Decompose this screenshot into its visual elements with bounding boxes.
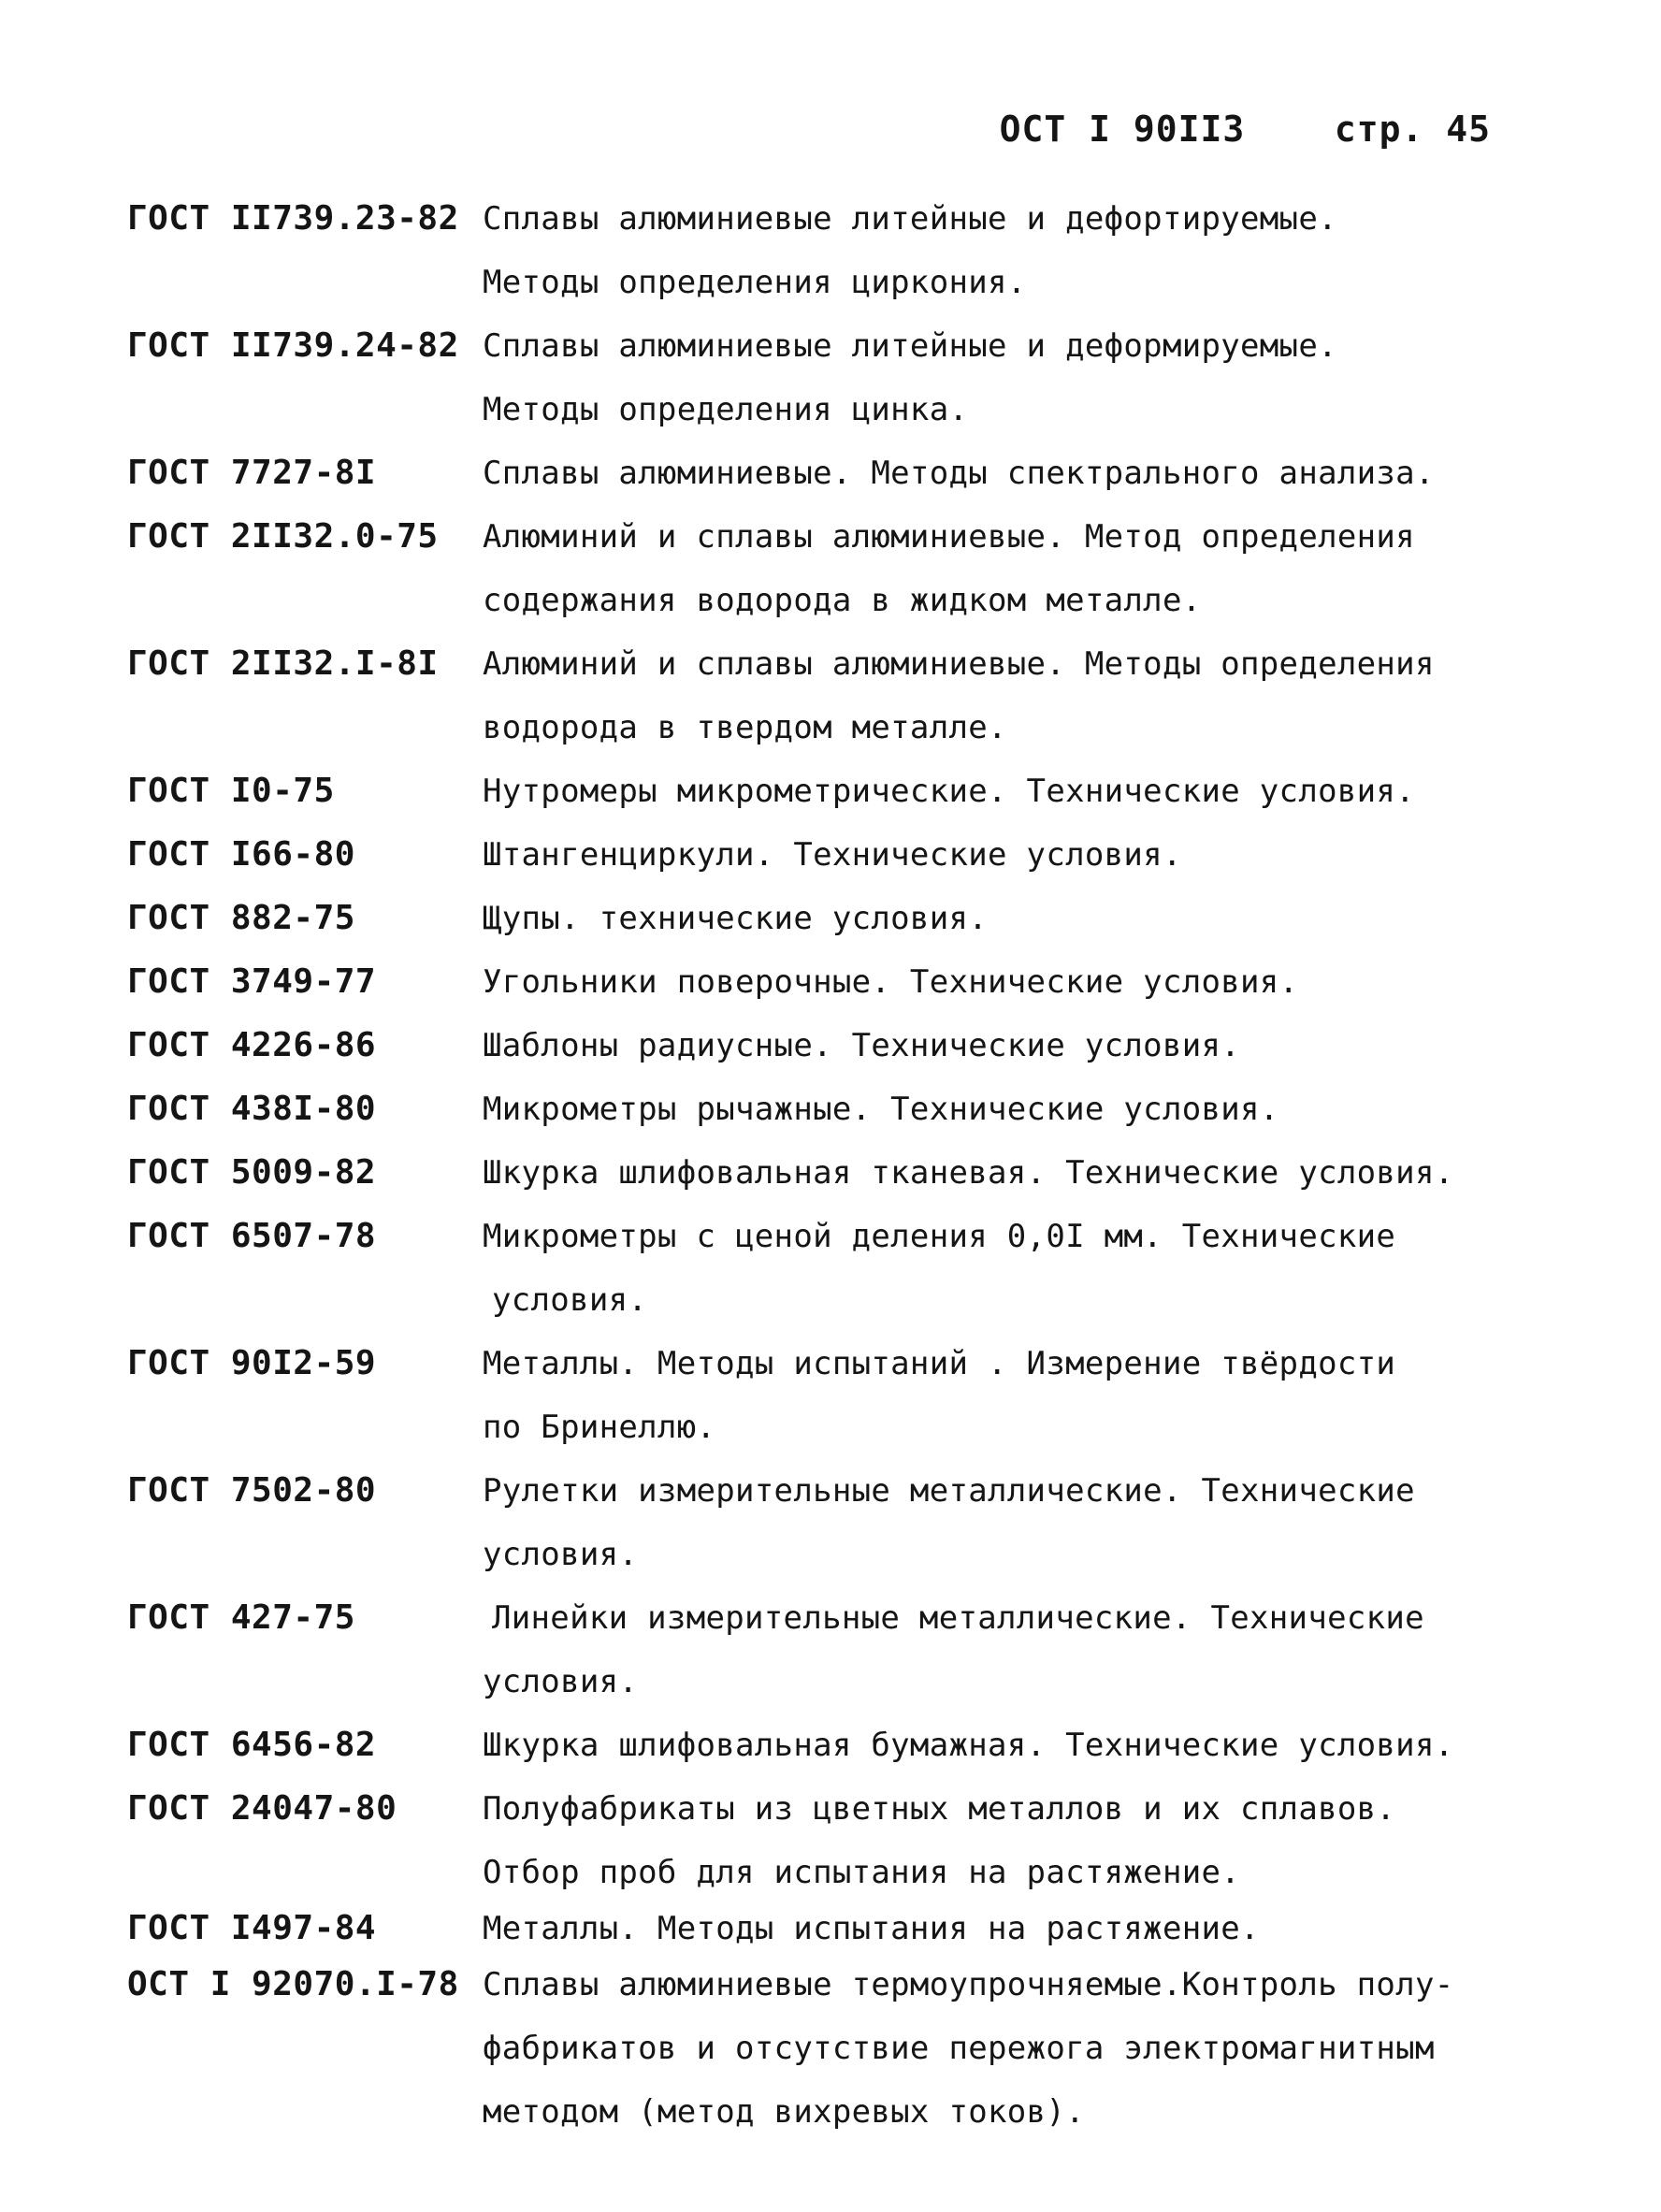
standard-code: ГОСТ 427-75 (127, 1598, 355, 1637)
standard-entry (127, 187, 1493, 314)
standard-description (483, 632, 1493, 759)
standard-description (483, 887, 1493, 950)
standard-description (483, 1586, 1493, 1713)
standard-code: ГОСТ 6507-78 (127, 1217, 377, 1255)
standard-code: ГОСТ 882-75 (127, 899, 355, 937)
standard-entry (127, 1077, 1493, 1141)
standard-code: ГОСТ 4226-86 (127, 1026, 377, 1064)
standard-entry (127, 1205, 1493, 1332)
description-line: условия. (483, 1536, 639, 1573)
standard-code: ОСТ I 92070.I-78 (127, 1965, 459, 2003)
standard-entry (127, 1586, 1493, 1713)
description-line: фабрикатов и отсутствие пережога электромагнитным (483, 2030, 1435, 2067)
standard-entry (127, 1141, 1493, 1205)
standard-description (483, 441, 1493, 505)
description-line: Шкурка шлифовальная бумажная. Технические условия. (483, 1727, 1454, 1764)
standard-description (483, 1141, 1493, 1205)
standard-code: ГОСТ 5009-82 (127, 1153, 377, 1192)
standard-entry (127, 441, 1493, 505)
description-line: методом (метод вихревых токов). (483, 2093, 1085, 2131)
description-line: Сплавы алюминиевые литейные и дефортируемые. (483, 200, 1337, 238)
standard-code: ГОСТ 438I-80 (127, 1090, 377, 1128)
description-line: условия. (483, 1663, 639, 1700)
standard-entry (127, 1332, 1493, 1459)
standard-description (483, 505, 1493, 632)
standard-code: ГОСТ 7727-8I (127, 454, 377, 492)
description-line: Шкурка шлифовальная тканевая. Технические условия. (483, 1154, 1454, 1192)
standard-description (483, 314, 1493, 441)
standard-description (483, 1332, 1493, 1459)
standard-code: ГОСТ 7502-80 (127, 1471, 377, 1510)
standard-code: ГОСТ I66-80 (127, 835, 355, 874)
standard-description (483, 187, 1493, 314)
description-line: Линейки измерительные металлические. Технические (492, 1599, 1424, 1637)
description-line: содержания водорода в жидком металле. (483, 582, 1202, 619)
description-line: Штангенциркули. Технические условия. (483, 836, 1182, 874)
standard-code: ГОСТ I0-75 (127, 772, 335, 810)
description-line: Рулетки измерительные металлические. Технические (483, 1472, 1415, 1510)
description-line: Шаблоны радиусные. Технические условия. (483, 1027, 1241, 1064)
description-line: Сплавы алюминиевые литейные и деформируемые. (483, 327, 1337, 365)
standard-entry (127, 759, 1493, 823)
standard-description (483, 1014, 1493, 1077)
standards-list (127, 187, 1493, 2144)
standard-code: ГОСТ 90I2-59 (127, 1344, 377, 1382)
description-line: по Бринеллю. (483, 1409, 716, 1446)
description-line: Алюминий и сплавы алюминиевые. Метод определения (483, 518, 1415, 556)
standard-description (483, 1953, 1493, 2144)
description-line: Микрометры с ценой деления 0,0I мм. Технические (483, 1218, 1396, 1255)
standard-description (483, 1904, 1493, 1953)
description-line: водорода в твердом металле. (483, 709, 1007, 746)
standard-entry (127, 1904, 1493, 1953)
standard-code: ГОСТ 6456-82 (127, 1726, 377, 1764)
description-line: Полуфабрикаты из цветных металлов и их сплавов. (483, 1790, 1396, 1828)
page-number: стр. 45 (1334, 108, 1491, 150)
description-line: Нутромеры микрометрические. Технические условия. (483, 773, 1415, 810)
standard-code: ГОСТ II739.23-82 (127, 199, 459, 238)
standard-description (483, 1713, 1493, 1777)
document-id: ОСТ I 90II3 (999, 108, 1246, 150)
standard-entry (127, 887, 1493, 950)
standard-entry (127, 505, 1493, 632)
description-line: Металлы. Методы испытаний . Измерение твёрдости (483, 1345, 1396, 1382)
standard-entry (127, 632, 1493, 759)
description-line: Отбор проб для испытания на растяжение. (483, 1854, 1241, 1891)
description-line: Металлы. Методы испытания на растяжение. (483, 1910, 1260, 1947)
standard-description (483, 1205, 1493, 1332)
standard-description (483, 1777, 1493, 1904)
description-line: Угольники поверочные. Технические условия. (483, 963, 1299, 1001)
standard-description (483, 1459, 1493, 1586)
description-line: Методы определения циркония. (483, 264, 1027, 301)
standard-description (483, 823, 1493, 887)
standard-description (483, 1077, 1493, 1141)
standard-code: ГОСТ 3749-77 (127, 962, 377, 1001)
description-line: Методы определения цинка. (483, 391, 969, 428)
description-line: условия. (492, 1281, 648, 1319)
standard-entry (127, 314, 1493, 441)
standard-entry (127, 1014, 1493, 1077)
page-header (1000, 108, 1491, 150)
standard-entry (127, 823, 1493, 887)
standard-entry (127, 1953, 1493, 2144)
standard-entry (127, 1459, 1493, 1586)
standard-code: ГОСТ 2II32.0-75 (127, 517, 439, 556)
description-line: Микрометры рычажные. Технические условия. (483, 1091, 1279, 1128)
standard-description (483, 950, 1493, 1014)
standard-entry (127, 950, 1493, 1014)
standard-code: ГОСТ 24047-80 (127, 1789, 397, 1828)
description-line: Алюминий и сплавы алюминиевые. Методы определения (483, 645, 1435, 683)
description-line: Сплавы алюминиевые. Методы спектрального анализа. (483, 455, 1435, 492)
description-line: Щупы. технические условия. (483, 900, 989, 937)
standard-entry (127, 1713, 1493, 1777)
description-line: Сплавы алюминиевые термоупрочняемые.Контроль полу- (483, 1966, 1454, 2003)
standard-entry (127, 1777, 1493, 1904)
standard-code: ГОСТ 2II32.I-8I (127, 644, 439, 683)
standard-code: ГОСТ I497-84 (127, 1909, 377, 1947)
standard-description (483, 759, 1493, 823)
standard-code: ГОСТ II739.24-82 (127, 326, 459, 365)
